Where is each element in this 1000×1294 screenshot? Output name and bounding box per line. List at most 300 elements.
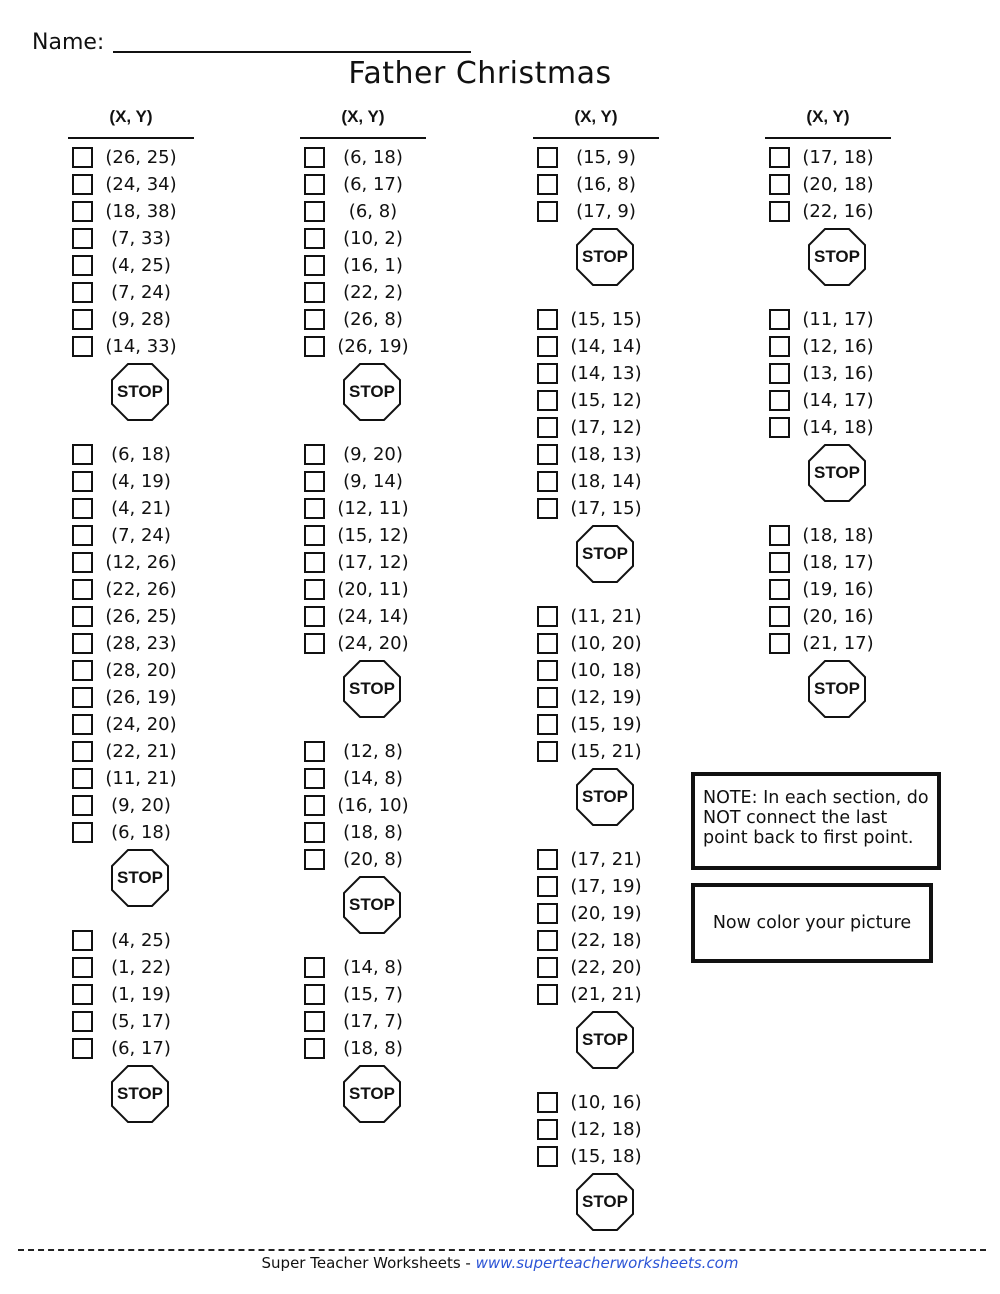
coordinate-item: [68, 1035, 194, 1062]
coordinate-item: [68, 279, 194, 306]
checkbox[interactable]: [304, 282, 325, 303]
name-label: Name:: [32, 30, 105, 55]
coordinate-pair: (22, 20): [570, 957, 642, 978]
coordinate-pair: (18, 8): [343, 822, 403, 843]
checkbox[interactable]: [72, 255, 93, 276]
coordinate-pair: (17, 21): [570, 849, 642, 870]
checkbox[interactable]: [769, 417, 790, 438]
coordinate-item: [300, 576, 426, 603]
coordinate-item: [765, 522, 891, 549]
stop-sign: [300, 657, 426, 738]
coordinate-item: [68, 927, 194, 954]
coordinate-item: [765, 549, 891, 576]
coordinate-pair: (17, 12): [570, 417, 642, 438]
coordinate-item: [533, 441, 659, 468]
stop-sign: [533, 1008, 659, 1089]
footer-brand: Super Teacher Worksheets -: [261, 1254, 476, 1272]
coordinate-pair: (15, 15): [570, 309, 642, 330]
checkbox[interactable]: [72, 147, 93, 168]
coordinate-item: [533, 738, 659, 765]
footer-link[interactable]: www.superteacherworksheets.com: [475, 1254, 739, 1272]
coordinate-pair: (15, 7): [343, 984, 403, 1005]
checkbox[interactable]: [537, 633, 558, 654]
checkbox[interactable]: [769, 174, 790, 195]
checkbox[interactable]: [304, 768, 325, 789]
checkbox[interactable]: [537, 714, 558, 735]
coordinate-pair: (20, 8): [343, 849, 403, 870]
checkbox[interactable]: [72, 687, 93, 708]
color-instruction-text: Now color your picture: [712, 913, 912, 933]
checkbox[interactable]: [537, 1092, 558, 1113]
checkbox[interactable]: [769, 552, 790, 573]
stop-label: STOP: [117, 868, 163, 887]
coordinate-pair: (4, 25): [111, 255, 171, 276]
coordinate-pair: (15, 12): [337, 525, 409, 546]
coordinate-pair: (15, 12): [570, 390, 642, 411]
checkbox[interactable]: [72, 768, 93, 789]
checkbox[interactable]: [537, 498, 558, 519]
checkbox[interactable]: [537, 687, 558, 708]
checkbox[interactable]: [304, 1011, 325, 1032]
stop-sign: [533, 1170, 659, 1251]
checkbox[interactable]: [769, 336, 790, 357]
coordinate-pair: (26, 25): [105, 606, 177, 627]
coordinate-pair: (14, 8): [343, 957, 403, 978]
coordinate-item: [533, 900, 659, 927]
checkbox[interactable]: [72, 309, 93, 330]
coordinate-item: [68, 657, 194, 684]
coordinate-pair: (24, 34): [105, 174, 177, 195]
coordinate-item: [765, 414, 891, 441]
checkbox[interactable]: [304, 1038, 325, 1059]
coordinate-item: [300, 225, 426, 252]
coordinate-item: [533, 603, 659, 630]
checkbox[interactable]: [537, 876, 558, 897]
stop-sign: [300, 1062, 426, 1143]
coordinate-item: [533, 468, 659, 495]
coordinate-pair: (17, 12): [337, 552, 409, 573]
checkbox[interactable]: [537, 471, 558, 492]
coordinate-item: [68, 765, 194, 792]
checkbox[interactable]: [72, 201, 93, 222]
checkbox[interactable]: [304, 498, 325, 519]
coordinate-item: [300, 279, 426, 306]
checkbox[interactable]: [537, 336, 558, 357]
coordinate-pair: (22, 2): [343, 282, 403, 303]
checkbox[interactable]: [537, 390, 558, 411]
coordinate-item: [533, 171, 659, 198]
checkbox[interactable]: [72, 282, 93, 303]
coordinate-pair: (17, 9): [576, 201, 636, 222]
checkbox[interactable]: [769, 309, 790, 330]
checkbox[interactable]: [537, 606, 558, 627]
checkbox[interactable]: [769, 390, 790, 411]
coordinate-item: [300, 468, 426, 495]
checkbox[interactable]: [304, 552, 325, 573]
coordinate-item: [68, 144, 194, 171]
coordinate-item: [533, 711, 659, 738]
stop-sign: [68, 846, 194, 927]
coordinate-pair: (20, 19): [570, 903, 642, 924]
checkbox[interactable]: [537, 147, 558, 168]
coordinate-pair: (9, 20): [343, 444, 403, 465]
stop-sign: [765, 441, 891, 522]
coordinate-pair: (14, 18): [802, 417, 874, 438]
coordinate-item: [533, 684, 659, 711]
coordinate-pair: (12, 18): [570, 1119, 642, 1140]
coordinate-pair: (1, 19): [111, 984, 171, 1005]
coordinate-pair: (19, 16): [802, 579, 874, 600]
stop-sign: [68, 1062, 194, 1143]
coordinate-item: [300, 144, 426, 171]
coordinate-pair: (17, 15): [570, 498, 642, 519]
coordinate-pair: (15, 9): [576, 147, 636, 168]
coordinate-item: [300, 171, 426, 198]
coordinate-pair: (26, 19): [105, 687, 177, 708]
coordinate-pair: (9, 14): [343, 471, 403, 492]
coordinate-pair: (26, 25): [105, 147, 177, 168]
coordinate-item: [765, 360, 891, 387]
coordinate-item: [68, 711, 194, 738]
coordinate-item: [300, 441, 426, 468]
checkbox[interactable]: [72, 714, 93, 735]
checkbox[interactable]: [537, 444, 558, 465]
coordinate-item: [533, 1143, 659, 1170]
checkbox[interactable]: [72, 579, 93, 600]
stop-sign: [765, 225, 891, 306]
checkbox[interactable]: [537, 957, 558, 978]
coordinate-item: [300, 306, 426, 333]
page-title: Father Christmas: [348, 56, 612, 91]
coordinate-item: [68, 819, 194, 846]
coordinate-pair: (16, 8): [576, 174, 636, 195]
checkbox[interactable]: [72, 174, 93, 195]
stop-label: STOP: [117, 1084, 163, 1103]
checkbox[interactable]: [537, 201, 558, 222]
stop-label: STOP: [349, 679, 395, 698]
stop-sign: [300, 360, 426, 441]
coordinate-pair: (16, 10): [337, 795, 409, 816]
coordinate-pair: (21, 21): [570, 984, 642, 1005]
coordinate-item: [68, 171, 194, 198]
coordinate-pair: (17, 19): [570, 876, 642, 897]
checkbox[interactable]: [769, 606, 790, 627]
coordinate-pair: (7, 33): [111, 228, 171, 249]
checkbox[interactable]: [304, 741, 325, 762]
coordinate-item: [533, 927, 659, 954]
checkbox[interactable]: [304, 471, 325, 492]
checkbox[interactable]: [304, 174, 325, 195]
coordinate-pair: (11, 21): [105, 768, 177, 789]
coordinate-item: [533, 1089, 659, 1116]
coordinate-item: [533, 387, 659, 414]
coordinate-pair: (6, 18): [343, 147, 403, 168]
checkbox[interactable]: [72, 660, 93, 681]
checkbox[interactable]: [72, 930, 93, 951]
coordinate-item: [68, 954, 194, 981]
coordinate-item: [765, 171, 891, 198]
coordinate-item: [765, 576, 891, 603]
coordinate-pair: (28, 23): [105, 633, 177, 654]
checkbox[interactable]: [537, 930, 558, 951]
coordinate-pair: (18, 18): [802, 525, 874, 546]
coordinate-item: [68, 684, 194, 711]
coordinate-pair: (10, 16): [570, 1092, 642, 1113]
coordinate-pair: (14, 14): [570, 336, 642, 357]
checkbox[interactable]: [537, 741, 558, 762]
coordinate-item: [300, 738, 426, 765]
checkbox[interactable]: [304, 336, 325, 357]
stop-label: STOP: [349, 895, 395, 914]
coordinate-item: [533, 306, 659, 333]
coordinate-pair: (15, 19): [570, 714, 642, 735]
coordinate-pair: (6, 17): [111, 1038, 171, 1059]
coordinate-pair: (14, 8): [343, 768, 403, 789]
coordinate-item: [765, 333, 891, 360]
checkbox[interactable]: [304, 822, 325, 843]
coordinate-item: [533, 1116, 659, 1143]
coordinate-pair: (12, 19): [570, 687, 642, 708]
column-rule: [68, 137, 194, 139]
coordinate-item: [533, 495, 659, 522]
checkbox[interactable]: [72, 1011, 93, 1032]
checkbox[interactable]: [72, 795, 93, 816]
coordinate-pair: (24, 14): [337, 606, 409, 627]
coordinate-pair: (7, 24): [111, 525, 171, 546]
coordinate-item: [765, 144, 891, 171]
checkbox[interactable]: [304, 444, 325, 465]
stop-label: STOP: [117, 382, 163, 401]
coordinate-pair: (15, 21): [570, 741, 642, 762]
coordinate-pair: (18, 14): [570, 471, 642, 492]
coordinate-item: [533, 846, 659, 873]
coordinate-item: [68, 1008, 194, 1035]
checkbox[interactable]: [304, 984, 325, 1005]
coordinate-item: [68, 981, 194, 1008]
coordinate-item: [68, 252, 194, 279]
stop-sign: [300, 873, 426, 954]
coordinate-pair: (10, 18): [570, 660, 642, 681]
checkbox[interactable]: [537, 660, 558, 681]
stop-label: STOP: [349, 382, 395, 401]
checkbox[interactable]: [72, 741, 93, 762]
coordinate-pair: (9, 28): [111, 309, 171, 330]
coordinate-pair: (22, 21): [105, 741, 177, 762]
column-header: (X, Y): [574, 107, 618, 126]
coordinate-item: [68, 333, 194, 360]
coordinate-item: [300, 252, 426, 279]
name-input-line[interactable]: [113, 51, 471, 53]
checkbox[interactable]: [769, 201, 790, 222]
coordinate-pair: (10, 2): [343, 228, 403, 249]
coordinate-pair: (22, 18): [570, 930, 642, 951]
coordinate-item: [68, 576, 194, 603]
coordinate-pair: (9, 20): [111, 795, 171, 816]
coordinate-item: [300, 522, 426, 549]
coordinate-pair: (24, 20): [105, 714, 177, 735]
checkbox[interactable]: [769, 579, 790, 600]
stop-label: STOP: [582, 544, 628, 563]
checkbox[interactable]: [72, 633, 93, 654]
coordinate-item: [533, 954, 659, 981]
coordinate-pair: (22, 16): [802, 201, 874, 222]
coordinate-column-1: [68, 104, 194, 1143]
checkbox[interactable]: [72, 444, 93, 465]
coordinate-item: [68, 468, 194, 495]
coordinate-item: [533, 333, 659, 360]
coordinate-item: [300, 198, 426, 225]
coordinate-pair: (6, 17): [343, 174, 403, 195]
footer-divider: [18, 1249, 986, 1251]
checkbox[interactable]: [537, 309, 558, 330]
coordinate-pair: (4, 19): [111, 471, 171, 492]
checkbox[interactable]: [769, 363, 790, 384]
column-header: (X, Y): [806, 107, 850, 126]
stop-label: STOP: [814, 679, 860, 698]
coordinate-pair: (12, 16): [802, 336, 874, 357]
coordinate-item: [300, 603, 426, 630]
checkbox[interactable]: [72, 822, 93, 843]
color-instruction-box: [691, 883, 933, 963]
checkbox[interactable]: [537, 1146, 558, 1167]
checkbox[interactable]: [537, 417, 558, 438]
coordinate-item: [300, 792, 426, 819]
stop-sign: [68, 360, 194, 441]
coordinate-pair: (11, 21): [570, 606, 642, 627]
coordinate-item: [300, 981, 426, 1008]
coordinate-pair: (13, 16): [802, 363, 874, 384]
column-rule: [533, 137, 659, 139]
checkbox[interactable]: [72, 606, 93, 627]
coordinate-item: [300, 1008, 426, 1035]
stop-label: STOP: [582, 247, 628, 266]
stop-label: STOP: [582, 1192, 628, 1211]
checkbox[interactable]: [537, 984, 558, 1005]
coordinate-item: [68, 495, 194, 522]
column-rule: [300, 137, 426, 139]
checkbox[interactable]: [72, 984, 93, 1005]
coordinate-item: [765, 198, 891, 225]
coordinate-item: [533, 198, 659, 225]
coordinate-pair: (7, 24): [111, 282, 171, 303]
checkbox[interactable]: [537, 849, 558, 870]
coordinate-item: [533, 630, 659, 657]
checkbox[interactable]: [304, 228, 325, 249]
coordinate-item: [300, 954, 426, 981]
note-text: NOTE: In each section, do NOT connect the last point back to first point.: [703, 788, 929, 848]
coordinate-column-2: [300, 104, 426, 1143]
checkbox[interactable]: [304, 606, 325, 627]
coordinate-column-4: [765, 104, 891, 738]
coordinate-pair: (6, 8): [348, 201, 398, 222]
stop-sign: [533, 765, 659, 846]
coordinate-pair: (5, 17): [111, 1011, 171, 1032]
coordinate-item: [765, 603, 891, 630]
checkbox[interactable]: [72, 552, 93, 573]
coordinate-pair: (24, 20): [337, 633, 409, 654]
coordinate-pair: (6, 18): [111, 822, 171, 843]
coordinate-pair: (18, 17): [802, 552, 874, 573]
checkbox[interactable]: [304, 849, 325, 870]
stop-label: STOP: [349, 1084, 395, 1103]
coordinate-pair: (14, 13): [570, 363, 642, 384]
checkbox[interactable]: [72, 471, 93, 492]
coordinate-item: [533, 873, 659, 900]
coordinate-item: [300, 819, 426, 846]
coordinate-pair: (10, 20): [570, 633, 642, 654]
coordinate-pair: (12, 26): [105, 552, 177, 573]
coordinate-item: [533, 144, 659, 171]
coordinate-pair: (16, 1): [343, 255, 403, 276]
checkbox[interactable]: [537, 174, 558, 195]
coordinate-item: [68, 306, 194, 333]
checkbox[interactable]: [304, 957, 325, 978]
coordinate-pair: (26, 19): [337, 336, 409, 357]
checkbox[interactable]: [304, 201, 325, 222]
checkbox[interactable]: [769, 525, 790, 546]
column-header: (X, Y): [109, 107, 153, 126]
column-rule: [765, 137, 891, 139]
coordinate-item: [68, 522, 194, 549]
stop-label: STOP: [814, 247, 860, 266]
checkbox[interactable]: [72, 498, 93, 519]
coordinate-item: [300, 333, 426, 360]
coordinate-pair: (6, 18): [111, 444, 171, 465]
checkbox[interactable]: [769, 633, 790, 654]
checkbox[interactable]: [537, 1119, 558, 1140]
stop-sign: [765, 657, 891, 738]
checkbox[interactable]: [304, 525, 325, 546]
checkbox[interactable]: [304, 795, 325, 816]
coordinate-item: [533, 360, 659, 387]
checkbox[interactable]: [304, 255, 325, 276]
coordinate-pair: (14, 33): [105, 336, 177, 357]
checkbox[interactable]: [72, 336, 93, 357]
coordinate-item: [300, 846, 426, 873]
coordinate-item: [68, 603, 194, 630]
checkbox[interactable]: [537, 903, 558, 924]
checkbox[interactable]: [304, 147, 325, 168]
column-header: (X, Y): [341, 107, 385, 126]
checkbox[interactable]: [537, 363, 558, 384]
coordinate-pair: (18, 8): [343, 1038, 403, 1059]
coordinate-item: [68, 792, 194, 819]
coordinate-pair: (12, 8): [343, 741, 403, 762]
checkbox[interactable]: [72, 957, 93, 978]
note-box: [691, 772, 941, 870]
stop-sign: [533, 225, 659, 306]
checkbox[interactable]: [769, 147, 790, 168]
checkbox[interactable]: [304, 309, 325, 330]
checkbox[interactable]: [72, 525, 93, 546]
stop-sign: [533, 522, 659, 603]
coordinate-pair: (20, 18): [802, 174, 874, 195]
coordinate-pair: (20, 16): [802, 606, 874, 627]
coordinate-item: [300, 630, 426, 657]
coordinate-pair: (15, 18): [570, 1146, 642, 1167]
coordinate-item: [300, 765, 426, 792]
checkbox[interactable]: [72, 228, 93, 249]
checkbox[interactable]: [304, 579, 325, 600]
coordinate-item: [68, 441, 194, 468]
coordinate-item: [533, 414, 659, 441]
checkbox[interactable]: [304, 633, 325, 654]
checkbox[interactable]: [72, 1038, 93, 1059]
stop-label: STOP: [582, 787, 628, 806]
coordinate-pair: (14, 17): [802, 390, 874, 411]
coordinate-item: [533, 981, 659, 1008]
coordinate-pair: (22, 26): [105, 579, 177, 600]
